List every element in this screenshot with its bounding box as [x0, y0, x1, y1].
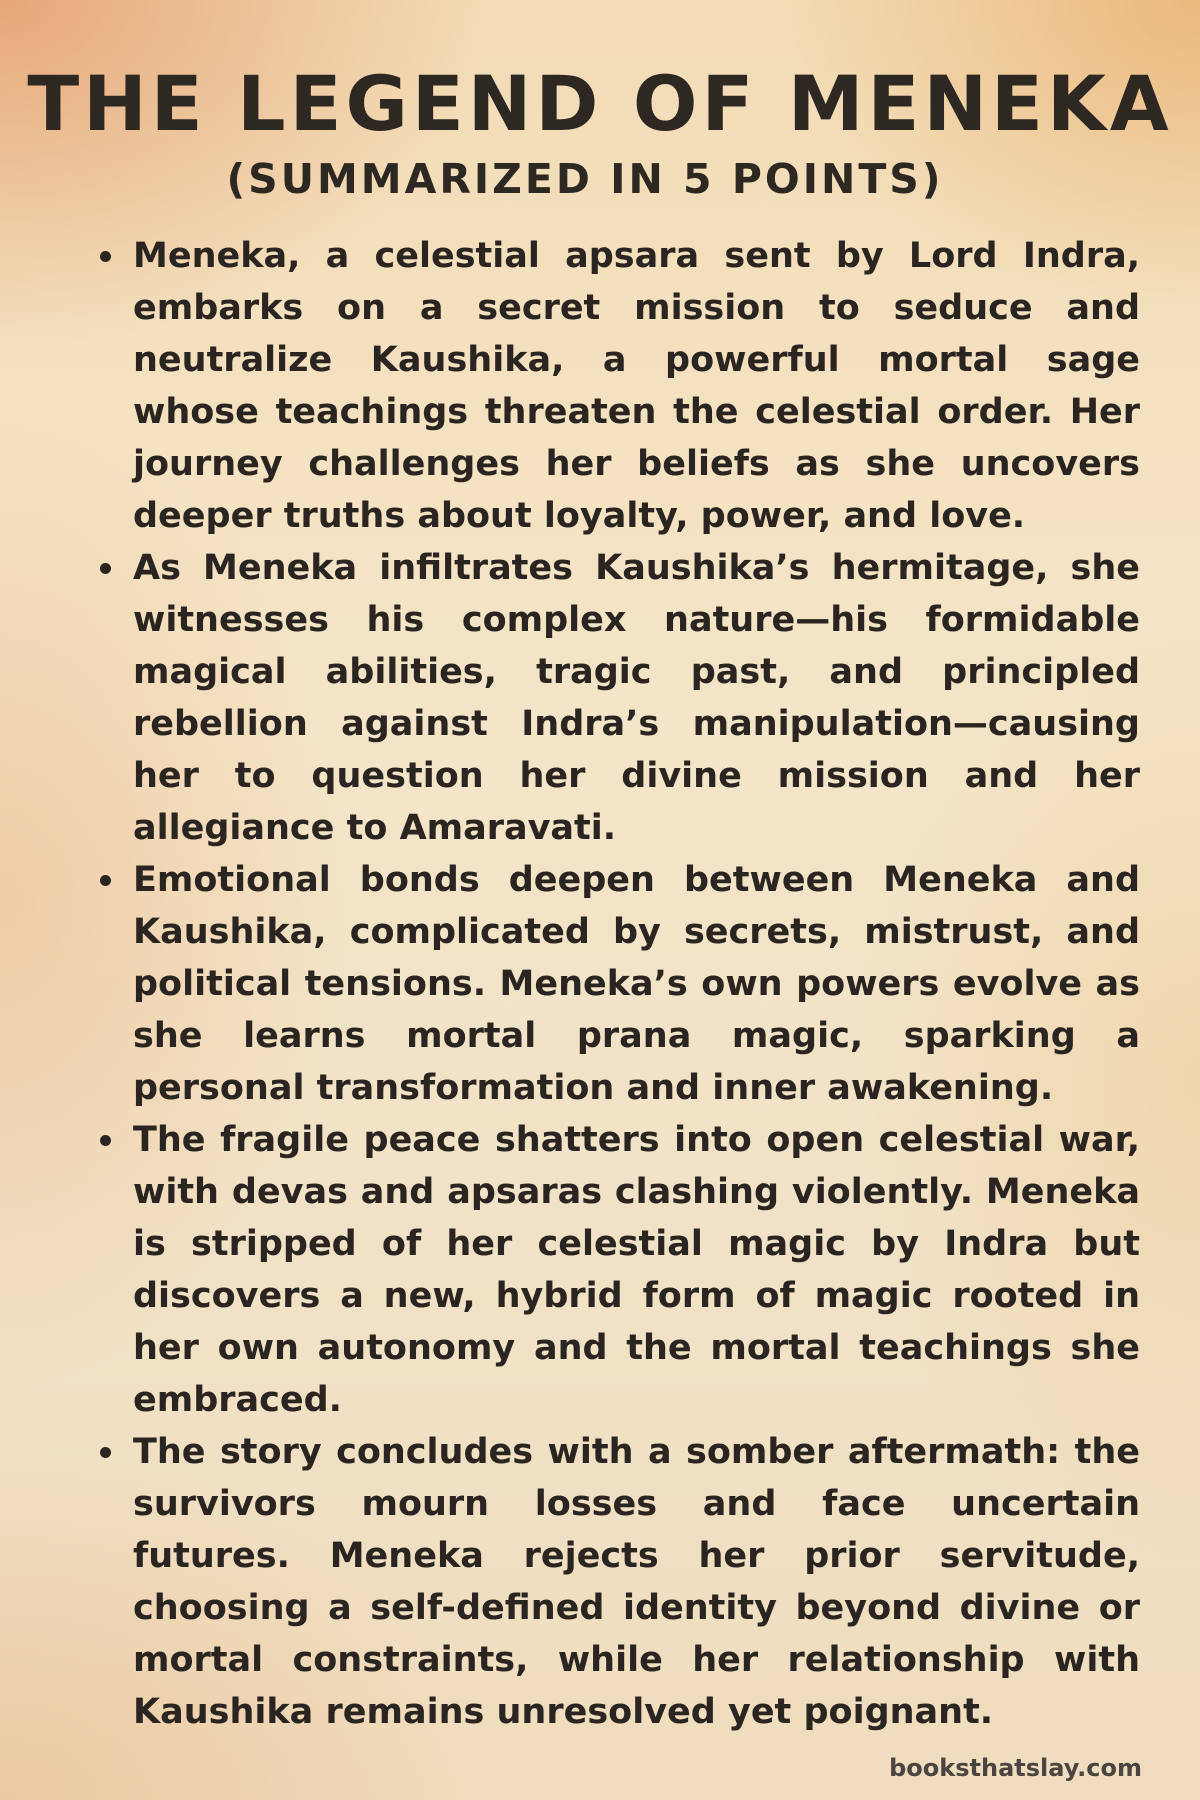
list-item: [95, 854, 1140, 1114]
site-credit: booksthatslay.com: [889, 1754, 1142, 1782]
bullet-icon: [100, 1135, 111, 1146]
list-item: [95, 230, 1140, 542]
page-title: THE LEGEND OF MENEKA: [27, 59, 1173, 148]
bullet-icon: [100, 1447, 111, 1458]
bullet-icon: [100, 251, 111, 262]
list-item-text: Meneka, a celestial apsara sent by Lord Indra, embarks on a secret mission to seduce and neutralize Kaushika, a powerful mortal sage whose teachings threaten the celestial order. Her journey challenges her beliefs as she uncovers deeper truths about loyalty, power, and love.: [133, 236, 1140, 536]
bullet-icon: [100, 563, 111, 574]
header: [0, 58, 1200, 208]
bullet-icon: [100, 875, 111, 886]
list-item-text: The fragile peace shatters into open celestial war, with devas and apsaras clashing violently. Meneka is stripped of her celestial magic by Indra but discovers a new, hybrid form of magic rooted in her own autonomy and the mortal teachings she embraced.: [133, 1120, 1140, 1420]
page-subtitle: (SUMMARIZED IN 5 POINTS): [226, 155, 944, 203]
list-item-text: As Meneka infiltrates Kaushika’s hermitage, she witnesses his complex nature—his formidable magical abilities, tragic past, and principled rebellion against Indra’s manipulation—causing her to question her divine mission and her allegiance to Amaravati.: [133, 548, 1140, 848]
list-item: [95, 1114, 1140, 1426]
summary-list: [95, 230, 1140, 1738]
list-item: [95, 1426, 1140, 1738]
list-item: [95, 542, 1140, 854]
list-item-text: The story concludes with a somber aftermath: the survivors mourn losses and face uncertain futures. Meneka rejects her prior servitude, choosing a self-defined identity beyond divine or mortal constraints, while her relationship with Kaushika remains unresolved yet poignant.: [133, 1432, 1140, 1732]
list-item-text: Emotional bonds deepen between Meneka and Kaushika, complicated by secrets, mistrust, and political tensions. Meneka’s own powers evolve as she learns mortal prana magic, sparking a personal transformation and inner awakening.: [133, 860, 1140, 1108]
